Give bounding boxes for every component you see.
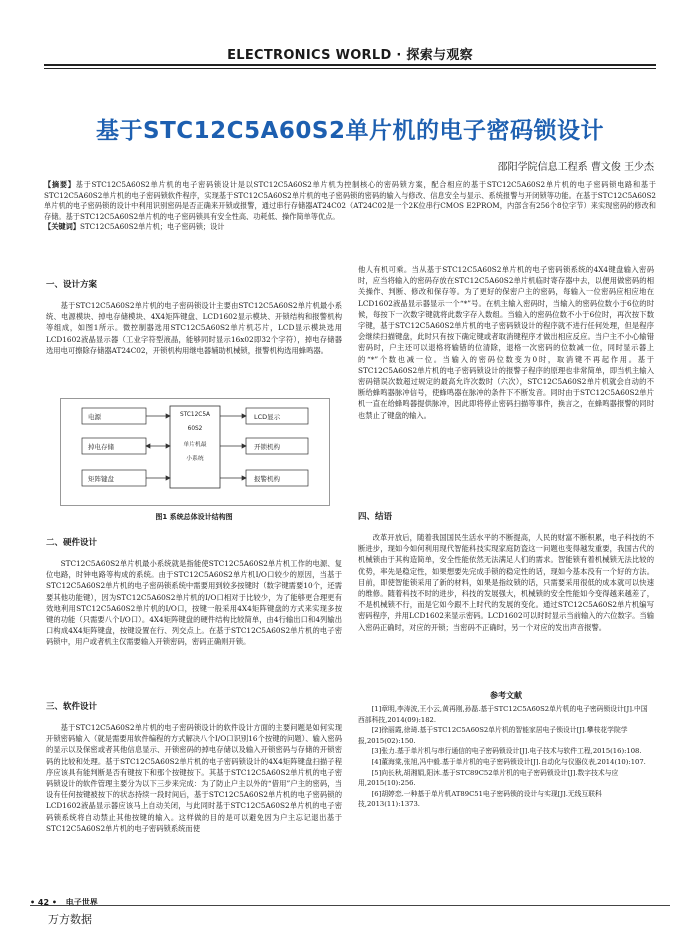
figure-caption: 图1 系统总体设计结构图 xyxy=(155,513,233,521)
reference-item: [5]向长秋,胡湘娟,阳沐.基于STC89C52单片机的电子密码锁设计[J].数字技术与应用,2015(10):256. xyxy=(358,768,619,788)
reference-item: [6]胡婷恋.一种基于单片机AT89C51电子密码锁的设计与实现[J].无线互联科技,2013(11):1373. xyxy=(358,789,602,809)
block-diagram xyxy=(60,398,330,506)
label-lock: 开锁机构 xyxy=(254,443,280,451)
label-eeprom: 掉电存储 xyxy=(88,443,114,451)
footer-rule xyxy=(30,905,670,906)
label-mcu-4: 小系统 xyxy=(186,456,204,462)
reference-item: [1]章明,李涛波,王小云,黄再刚,孙磊.基于STC12C5A60S2单片机的电子密码锁设计[J].中国西部科技,2014(09):182. xyxy=(358,705,648,724)
reference-item: [2]徐丽霞,徐琦.基于STC12C5A60S2单片机的智能家居电子锁设计[J].攀枝花学院学报,2015(02):150. xyxy=(358,726,628,745)
references-title: 参考文献 xyxy=(490,691,522,700)
label-alarm: 报警机构 xyxy=(254,475,280,483)
source-watermark: 万方数据 xyxy=(48,913,92,926)
section-body-1: 基于STC12C5A60S2单片机的电子密码锁设计主要由STC12C5A60S2单片机最小系统、电源模块、掉电存储模块、4X4矩阵键盘、LCD1602显示模块、开锁结构和报警机构等组成，如图1所示。微控制器选用STC12C5A60S2单片机芯片，LCD显示模块选用LCD1602液晶显示器（工业字符型液晶，能够同时显示16x02即32个字符），掉电存储器选用电可擦除存储器AT24C02，开锁机构用继电器辅助机械锁，报警机构选用蜂鸣器。 xyxy=(46,301,342,355)
section-body-3-cont: 他人有机可乘。当从基于STC12C5A60S2单片机的电子密码锁系统的4X4键盘输入密码时，应当将输入的密码存放在STC12C5A60S2单片机临时寄存器中去，以便用做密码的相关操作、判断、修改和保存等。为了更好的保密户主的密码，每输入一位密码应相应地在LCD1602液晶显示器显示一个“*”号。在机主输入密码时，当输入的密码位数小于6位的时候，每按下一次数字键就将此数字存入数组。当输入的密码位数不小于6位时，再次按下数字键，基于STC12C5A60S2单片机的电子密码锁设计的程序就不进行任何处理，但是程序会继续扫描键盘，此时只有按下确定键或者取消键程序才做出相应反应。当户主不小心输错密码时，户主还可以退格将输错的位清除，退格一次密码的位数减一位，同时显示器上的“*”个数也减一位。当输入的密码位数变为0时，取消键不再起作用。基于STC12C5A60S2单片机的电子密码锁设计的报警子程序的原理也非常简单，即当机主输入密码错误次数超过规定的最高允许次数时（六次），STC12C5A60S2单片机就会自动的不断给蜂鸣器脉冲信号，使蜂鸣器在脉冲的条件下不断发音。同时由于STC12C5A60S2单片机一直在给蜂鸣器提供脉冲，因此即将停止密码扫描等事件，换言之，在蜂鸣器报警的同时也禁止了键盘的输入。 xyxy=(358,265,654,420)
section-heading-1: 一、设计方案 xyxy=(46,280,98,290)
journal-name: 电子世界 xyxy=(65,898,98,907)
paper-title: 基于STC12C5A60S2单片机的电子密码锁设计 xyxy=(96,118,604,144)
journal-header: ELECTRONICS WORLD · 探索与观察 xyxy=(227,48,473,63)
references-list xyxy=(358,704,654,810)
abstract xyxy=(44,180,656,233)
section-body-3: 基于STC12C5A60S2单片机的电子密码锁设计的软件设计方面的主要问题是如何实现开锁密码输入（就是需要用软件编程的方式解决八个I/O口识别16个按键的问题）、输入密码的显示以及保密或者其他信息显示、开锁密码的掉电存储以及输入开锁密码与存储的开锁密码的比较和处理。基于STC12C5A60S2单片机的电子密码锁设计的4X4矩阵键盘扫描子程序应该具有能判断是否有键按下和那个按键按下。其基于STC12C5A60S2单片机的电子密码锁设计的软件管理主要分为以下三步来完成：为了防止户主以外的“借用”户主的密码，当设有任何按键被按下的状态持续一段时间后，基于STC12C5A60S2单片机的电子密码锁的LCD1602液晶显示器应该马上自动关闭，与此同时基于STC12C5A60S2单片机的电子密码锁系统将自动禁止其他按键的输入。这样做的目的是可以避免因为户主忘记退出基于STC12C5A60S2单片机的电子密码锁系统而使 xyxy=(46,723,342,833)
keywords: STC12C5A60S2单片机；电子密码锁；设计 xyxy=(79,222,225,232)
label-mcu-3: 单片机最 xyxy=(183,442,207,448)
figure-1 xyxy=(60,398,330,506)
section-body-2: STC12C5A60S2单片机最小系统就是指能使STC12C5A60S2单片机工作的电源、复位电路，时钟电路等构成的系统。由于STC12C5A60S2单片机I/O口较少的原因，当基于STC12C5A60S2单片机的电子密码锁系统中需要用到较多按键时（数字键需要10个，还需要其他功能键），因为STC12C5A60S2单片机的I/O口相对于比较少，为了能够更合理更有效地利用STC12C5A60S2单片机的I/O口，按键一般采用4X4矩阵键盘的方式来实现多按键的功能（只需要八个I/O口）。4X4矩阵键盘的硬件结构比较简单，由4行输出口和4列输出口构成4X4矩阵键盘，按键设置在行、列交点上。在基于STC12C5A60S2单片机的电子密码锁中，用户或者机主仅需要输入开锁密码，密码正确则开锁。 xyxy=(46,559,342,647)
label-lcd: LCD显示 xyxy=(254,413,281,421)
authors: 邵阳学院信息工程系 曹文俊 王少杰 xyxy=(497,162,654,173)
header-rule xyxy=(44,64,656,66)
section-heading-3: 三、软件设计 xyxy=(46,702,98,712)
label-mcu-2: 60S2 xyxy=(187,426,203,432)
section-heading-2: 二、硬件设计 xyxy=(46,538,98,548)
header-rule-thin xyxy=(44,68,656,69)
keywords-label: 【关键词】 xyxy=(44,222,80,232)
reference-item: [3]张力.基于单片机与串行通信的电子密码锁设计[J].电子技术与软件工程,2015(16):108. xyxy=(371,747,642,756)
reference-item: [4]董海棠,张旭,冯中毅.基于单片机的电子密码锁设计[J].自动化与仪器仪表,2014(10):107. xyxy=(371,757,646,766)
page-number: • 42 • xyxy=(30,898,57,907)
section-body-4: 改革开放后，随着我国国民生活水平的不断提高，人民的财富不断积累，电子科技的不断进步，现如今如何利用现代智能科技实现家庭防盗这一问题也变得越发重要，我国古代的机械锁由于其构造简单，安全性能依然无法满足人们的需求。智能锁有着机械锁无法比较的优势，率先是稳定性，如果想要先完成手锁的稳定性的话，现如今基本没有一个好的方法。目前，即使智能锁采用了新的材料，如果是指纹锁的话，只需要采用很低的成本就可以快速的维修。随着科技不时的进步，科技的发展强大，机械锁的安全性能如今变得越来越差了，不是机械锁不行，而是它如今跟不上时代的发展的变化。通过STC12C5A60S2单片机编写密码程序，并用LCD1602来显示密码。LCD1602可以时时显示当前输入的六位数字。当输入密码正确时，对应的开锁；当密码不正确时，另一个对应的发出声音报警。 xyxy=(358,533,654,632)
abstract-label: 【摘要】 xyxy=(44,180,76,189)
abstract-text: 基于STC12C5A60S2单片机的电子密码锁设计是以STC12C5A60S2单片机为控制核心的密码锁方案，配合相应的基于STC12C5A60S2单片机的电子密码锁电路和基于STC12C5A60S2单片机的电子密码锁软件程序，实现基于STC12C5A60S2单片机的电子密码锁的密码的输入与修改、信息安全与显示、系统报警与开闭锁等功能。在基于STC12C5A60S2单片机的电子密码锁的设计中利用识别密码是否正确来开锁或报警，通过串行存储器AT24C02（AT24C02是一个2K位串行CMOS E2PROM，内部含有256个8位字节）来实现密码的修改和存储。基于STC12C5A60S2单片机的电子密码锁具有安全性高、功耗低、操作简单等优点。 xyxy=(44,180,656,221)
label-keypad: 矩阵键盘 xyxy=(88,475,114,483)
section-heading-4: 四、结语 xyxy=(358,512,393,522)
label-power: 电源 xyxy=(88,413,101,421)
label-mcu-1: STC12C5A xyxy=(179,412,211,418)
page-footer xyxy=(30,897,98,908)
